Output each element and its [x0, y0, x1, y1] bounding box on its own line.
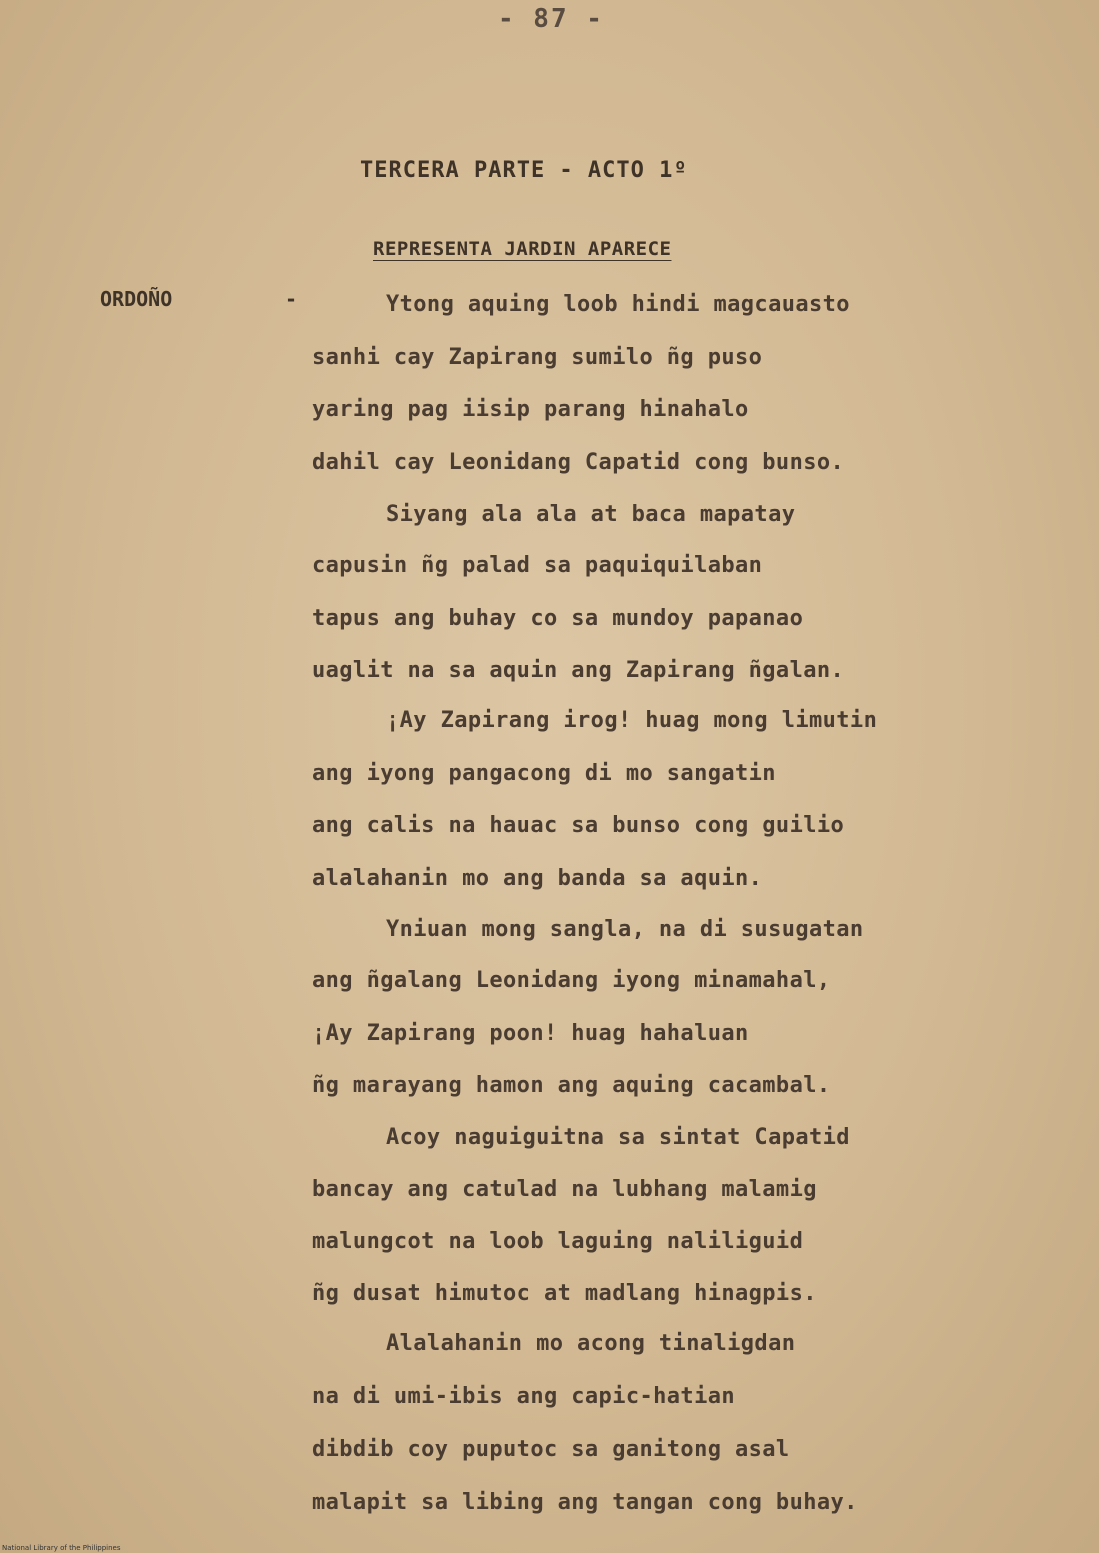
verse-line: yaring pag iisip parang hinahalo	[312, 397, 749, 422]
verse-line: tapus ang buhay co sa mundoy papanao	[312, 606, 804, 631]
verse-line: sanhi cay Zapirang sumilo ñg puso	[312, 345, 763, 370]
verse-line: ñg dusat himutoc at madlang hinagpis.	[312, 1281, 817, 1306]
verse-line: malapit sa libing ang tangan cong buhay.	[312, 1490, 858, 1515]
verse-line: bancay ang catulad na lubhang malamig	[312, 1177, 817, 1202]
section-heading: TERCERA PARTE - ACTO 1º	[360, 158, 688, 183]
speaker-dash: -	[285, 287, 298, 311]
verse-line: capusin ñg palad sa paquiquilaban	[312, 553, 763, 578]
verse-line: malungcot na loob laguing naliliguid	[312, 1229, 804, 1254]
verse-line: uaglit na sa aquin ang Zapirang ñgalan.	[312, 658, 845, 683]
scene-direction: REPRESENTA JARDIN APARECE	[373, 238, 672, 260]
verse-line: dibdib coy puputoc sa ganitong asal	[312, 1437, 790, 1462]
verse-line: ang calis na hauac sa bunso cong guilio	[312, 813, 845, 838]
verse-line: dahil cay Leonidang Capatid cong bunso.	[312, 450, 845, 475]
speaker-name: ORDOÑO	[100, 287, 173, 311]
verse-line: Alalahanin mo acong tinaligdan	[386, 1331, 796, 1356]
verse-line: Siyang ala ala at baca mapatay	[386, 502, 796, 527]
verse-line: alalahanin mo ang banda sa aquin.	[312, 866, 763, 891]
verse-line: Acoy naguiguitna sa sintat Capatid	[386, 1125, 850, 1150]
verse-line: ang ñgalang Leonidang iyong minamahal,	[312, 968, 831, 993]
verse-line: ñg marayang hamon ang aquing cacambal.	[312, 1073, 831, 1098]
verse-line: Yniuan mong sangla, na di susugatan	[386, 917, 864, 942]
verse-line: na di umi-ibis ang capic-hatian	[312, 1384, 735, 1409]
archive-footer: National Library of the Philippines	[2, 1544, 121, 1552]
verse-line: ¡Ay Zapirang poon! huag hahaluan	[312, 1021, 749, 1046]
verse-line: ¡Ay Zapirang irog! huag mong limutin	[386, 708, 878, 733]
verse-line: Ytong aquing loob hindi magcauasto	[386, 292, 850, 317]
page-number: - 87 -	[498, 4, 604, 34]
verse-line: ang iyong pangacong di mo sangatin	[312, 761, 776, 786]
